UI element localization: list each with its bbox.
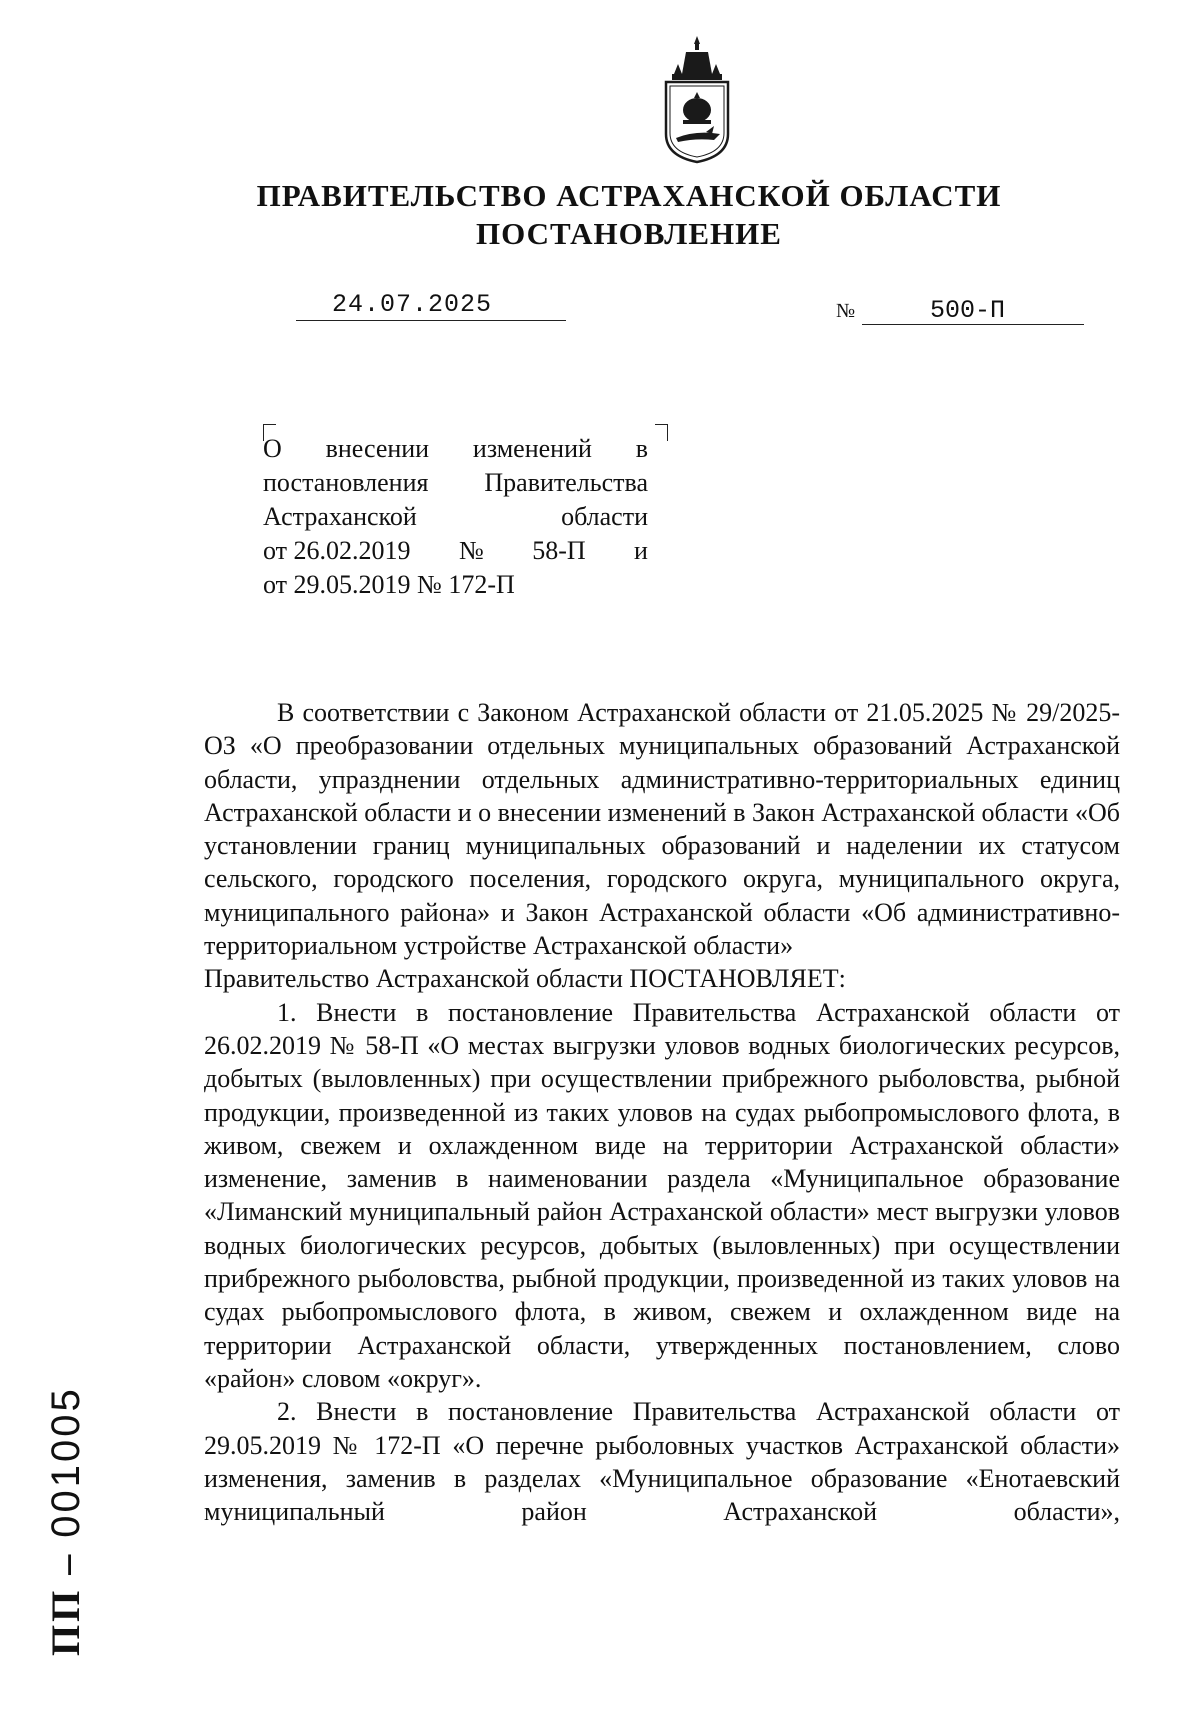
document-subject (263, 432, 648, 602)
coat-of-arms-icon (656, 34, 738, 166)
number-sign: № (836, 300, 856, 322)
number-underline (862, 324, 1084, 325)
document-date: 24.07.2025 (332, 290, 493, 319)
subject-line: Астраханской области (263, 502, 648, 531)
item-1-paragraph: 1. Внести в постановление Правительства Астраханской области от 26.02.2019 № 58-П «О местах выгрузки уловов водных биологических ресурсов, добытых (выловленных) при осуществлении прибрежного рыболовства, рыбной продукции, произведенной из таких уловов на судах рыбопромыслового флота, в живом, свежем и охлажденном виде на территории Астраханской области» изменение, заменив в наименовании раздела «Муниципальное образование «Лиманский муниципальный район Астраханской области» мест выгрузки уловов водных биологических ресурсов, добытых (выловленных) при осуществлении прибрежного рыболовства, рыбной продукции, произведенной из таких уловов на судах рыбопромыслового флота, в живом, свежем и охлажденном виде на территории Астраханской области, утвержденных постановлением, слово «район» словом «округ». (204, 997, 1120, 1393)
resolution-paragraph: Правительство Астраханской области ПОСТАНОВЛЯЕТ: (204, 964, 846, 994)
subject-line: постановления Правительства (263, 468, 648, 497)
stamp-prefix: ПП – (43, 1551, 88, 1656)
registration-stamp (42, 1386, 89, 1656)
subject-bracket-right (655, 424, 668, 441)
subject-line: О внесении изменений в (263, 434, 648, 463)
document-number: 500-П (930, 296, 1006, 325)
subject-line: от 26.02.2019 № 58-П и (263, 536, 648, 565)
organization-title: ПРАВИТЕЛЬСТВО АСТРАХАНСКОЙ ОБЛАСТИ (256, 178, 1002, 213)
preamble-paragraph: В соответствии с Законом Астраханской области от 21.05.2025 № 29/2025-ОЗ «О преобразовании отдельных муниципальных образований Астраханской области, упразднении отдельных административно-территориальных единиц Астраханской области и о внесении изменений в Закон Астраханской области «Об установлении границ муниципальных образований и наделении их статусом сельского, городского поселения, городского округа, муниципального округа, муниципального района» и Закон Астраханской области «Об административно-территориальном устройстве Астраханской области» (204, 698, 1120, 961)
stamp-code: 001005 (44, 1386, 88, 1538)
item-2-paragraph: 2. Внести в постановление Правительства Астраханской области от 29.05.2019 № 172-П «О перечне рыболовных участков Астраханской области» изменения, заменив в разделах «Муниципальное образование «Енотаевский муниципальный район Астраханской области», (204, 1397, 1120, 1527)
document-body (204, 696, 1120, 1528)
date-underline (296, 320, 566, 321)
subject-line: от 29.05.2019 № 172-П (263, 570, 515, 599)
document-type: ПОСТАНОВЛЕНИЕ (476, 216, 782, 251)
